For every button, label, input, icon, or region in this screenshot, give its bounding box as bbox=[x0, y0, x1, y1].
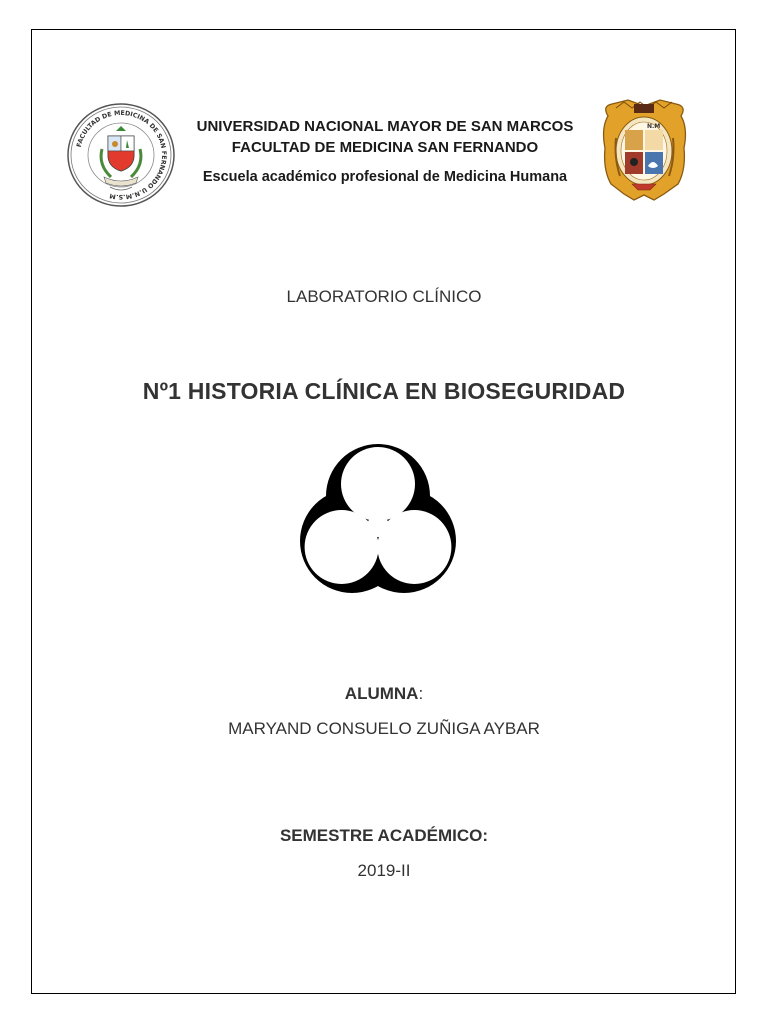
student-name: MARYAND CONSUELO ZUÑIGA AYBAR bbox=[228, 719, 540, 738]
university-name: UNIVERSIDAD NACIONAL MAYOR DE SAN MARCOS bbox=[196, 118, 574, 135]
school-name: Escuela académico profesional de Medicina Humana bbox=[202, 169, 568, 185]
svg-text:N.M: N.M bbox=[647, 123, 661, 130]
university-coat-of-arms-icon bbox=[598, 98, 691, 202]
faculty-name: FACULTAD DE MEDICINA SAN FERNANDO bbox=[231, 139, 539, 156]
student-label bbox=[0, 684, 768, 704]
faculty-seal-icon bbox=[66, 103, 176, 208]
document-title: Nº1 HISTORIA CLÍNICA EN BIOSEGURIDAD bbox=[142, 378, 626, 404]
biohazard-icon bbox=[272, 440, 484, 620]
course-name: LABORATORIO CLÍNICO bbox=[286, 287, 482, 306]
semester-label: SEMESTRE ACADÉMICO: bbox=[279, 826, 489, 845]
institution-header bbox=[180, 116, 590, 185]
left-seal-text: FACULTAD DE MEDICINA DE SAN FERNANDO U.N.M.S.M bbox=[75, 109, 168, 201]
semester-value: 2019-II bbox=[357, 861, 411, 880]
student-label-text: ALUMNA bbox=[344, 684, 419, 703]
student-label-colon: : bbox=[418, 684, 424, 703]
